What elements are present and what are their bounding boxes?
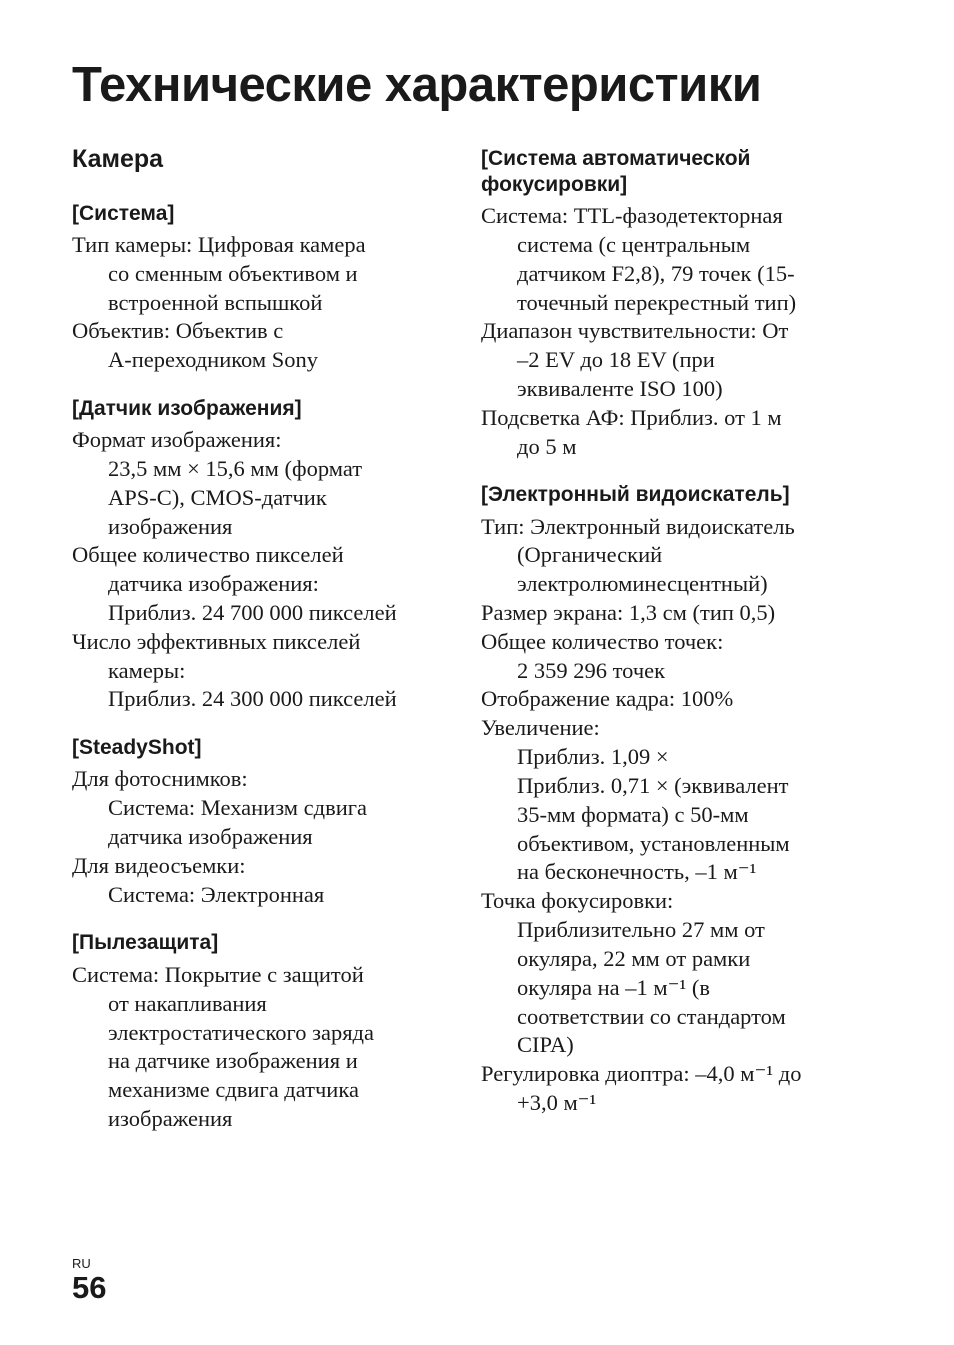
page-number: 56 <box>72 1270 107 1305</box>
spec-line: APS-C), CMOS-датчик <box>108 485 327 510</box>
spec-line: Объектив: Объектив с <box>72 318 284 343</box>
spec-line: Регулировка диоптра: –4,0 м⁻¹ до <box>481 1061 802 1086</box>
spec-line: датчиком F2,8), 79 точек (15- <box>517 261 795 286</box>
spec-line: Увеличение: <box>481 715 600 740</box>
spec-line: Общее количество точек: <box>481 629 724 654</box>
spec-line: Система: TTL-фазодетекторная <box>481 203 783 228</box>
spec-line: со сменным объективом и <box>108 261 358 286</box>
spec-line: 2 359 296 точек <box>517 658 666 683</box>
spec-line: Тип: Электронный видоискатель <box>481 514 795 539</box>
spec-line: точечный перекрестный тип) <box>517 290 797 315</box>
page-language: RU <box>72 1256 91 1271</box>
camera-heading: Камера <box>72 145 164 173</box>
spec-line: окуляра на –1 м⁻¹ (в <box>517 975 710 1000</box>
spec-line: Формат изображения: <box>72 427 282 452</box>
spec-line: +3,0 м⁻¹ <box>517 1090 597 1115</box>
spec-line: система (с центральным <box>517 232 751 257</box>
section-title-dust-protection: [Пылезащита] <box>72 931 219 954</box>
spec-line: на датчике изображения и <box>108 1048 358 1073</box>
section-title-system: [Система] <box>72 202 175 225</box>
spec-line: встроенной вспышкой <box>108 290 323 315</box>
spec-line: Система: Покрытие с защитой <box>72 962 364 987</box>
spec-line: датчика изображения: <box>108 571 319 596</box>
spec-line: 35-мм формата) с 50-мм <box>517 802 749 827</box>
spec-line: Точка фокусировки: <box>481 888 674 913</box>
spec-line: электролюминесцентный) <box>517 571 768 596</box>
spec-line: –2 EV до 18 EV (при <box>517 347 715 372</box>
spec-line: Система: Механизм сдвига <box>108 795 367 820</box>
spec-line: Тип камеры: Цифровая камера <box>72 232 366 257</box>
spec-line: объективом, установленным <box>517 831 790 856</box>
section-title-viewfinder: [Электронный видоискатель] <box>481 483 790 506</box>
spec-line: Приблиз. 1,09 × <box>517 744 669 769</box>
spec-line: Система: Электронная <box>108 882 325 907</box>
spec-line: Число эффективных пикселей <box>72 629 361 654</box>
spec-line: Отображение кадра: 100% <box>481 686 734 711</box>
spec-line: изображения <box>108 1106 233 1131</box>
spec-line: Приблизительно 27 мм от <box>517 917 765 942</box>
spec-line: механизме сдвига датчика <box>108 1077 359 1102</box>
spec-line: (Органический <box>517 542 663 567</box>
spec-line: Диапазон чувствительности: От <box>481 318 789 343</box>
spec-line: Для видеосъемки: <box>72 853 246 878</box>
spec-line: до 5 м <box>517 434 577 459</box>
spec-line: камеры: <box>108 658 186 683</box>
spec-line: окуляра, 22 мм от рамки <box>517 946 751 971</box>
spec-line: соответствии со стандартом <box>517 1004 786 1029</box>
page-title: Технические характеристики <box>72 58 762 112</box>
spec-line: Приблиз. 0,71 × (эквивалент <box>517 773 789 798</box>
spec-line: изображения <box>108 514 233 539</box>
spec-line: электростатического заряда <box>108 1020 374 1045</box>
spec-line: датчика изображения <box>108 824 313 849</box>
spec-line: CIPA) <box>517 1032 574 1057</box>
spec-line: 23,5 мм × 15,6 мм (формат <box>108 456 363 481</box>
spec-line: эквиваленте ISO 100) <box>517 376 723 401</box>
spec-line: Размер экрана: 1,3 см (тип 0,5) <box>481 600 776 625</box>
spec-line: Приблиз. 24 300 000 пикселей <box>108 686 397 711</box>
section-title-image-sensor: [Датчик изображения] <box>72 397 302 420</box>
spec-line: A-переходником Sony <box>108 347 318 372</box>
spec-line: Для фотоснимков: <box>72 766 248 791</box>
spec-line: Подсветка АФ: Приблиз. от 1 м <box>481 405 782 430</box>
spec-line: Приблиз. 24 700 000 пикселей <box>108 600 397 625</box>
section-title-steadyshot: [SteadyShot] <box>72 736 202 759</box>
spec-line: Общее количество пикселей <box>72 542 344 567</box>
spec-line: от накапливания <box>108 991 267 1016</box>
spec-line: на бесконечность, –1 м⁻¹ <box>517 859 757 884</box>
section-title-af-system-cont: фокусировки] <box>481 173 628 196</box>
section-title-af-system: [Система автоматической <box>481 147 751 170</box>
